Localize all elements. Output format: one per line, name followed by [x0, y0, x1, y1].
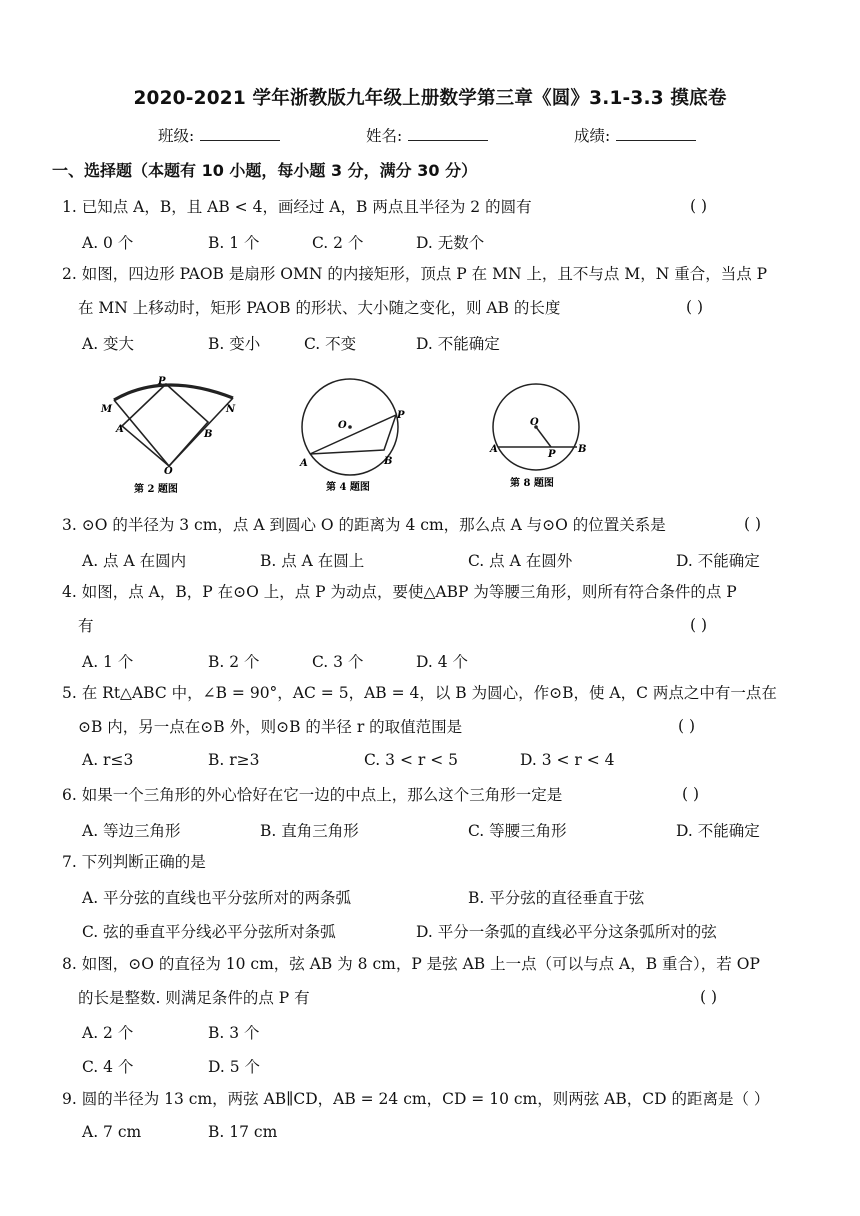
- label-o: O: [530, 417, 539, 428]
- score-blank[interactable]: [616, 126, 696, 141]
- class-blank[interactable]: [200, 126, 280, 141]
- q4-option-d: D. 4 个: [416, 653, 469, 671]
- q5-option-b: B. r≥3: [208, 751, 260, 769]
- figure-q4: [296, 378, 416, 496]
- q8-text-1: 8. 如图，⊙O 的直径为 10 cm，弦 AB 为 8 cm，P 是弦 AB 上一点（可以与点 A，B 重合），若 OP: [62, 955, 760, 973]
- q5-option-c: C. 3 < r < 5: [364, 751, 458, 769]
- q9-text: 9. 圆的半径为 13 cm，两弦 AB∥CD，AB = 24 cm，CD = 10 cm，则两弦 AB，CD 的距离是（ ）: [62, 1090, 770, 1108]
- segment-op: [536, 427, 551, 447]
- q7-option-d: D. 平分一条弧的直线必平分这条弧所对的弦: [416, 923, 717, 941]
- q3-option-a: A. 点 A 在圆内: [82, 552, 187, 570]
- q6-option-d: D. 不能确定: [676, 822, 760, 840]
- label-a: A: [490, 444, 498, 455]
- q8-text-2: 的长是整数. 则满足条件的点 P 有: [78, 989, 310, 1007]
- label-p: P: [548, 449, 556, 460]
- q1-text: 1. 已知点 A，B，且 AB < 4，画经过 A，B 两点且半径为 2 的圆有: [62, 198, 532, 216]
- q1-option-c: C. 2 个: [312, 234, 364, 252]
- q2-answer-paren[interactable]: ( ): [686, 298, 704, 316]
- label-o: O: [338, 420, 347, 431]
- q6-option-a: A. 等边三角形: [82, 822, 181, 840]
- q9-option-b: B. 17 cm: [208, 1123, 278, 1141]
- triangle-abp: [310, 415, 396, 454]
- center-dot: [348, 425, 352, 429]
- q6-text: 6. 如果一个三角形的外心恰好在它一边的中点上，那么这个三角形一定是: [62, 786, 563, 804]
- q5-answer-paren[interactable]: ( ): [678, 717, 696, 735]
- q8-option-b: B. 3 个: [208, 1024, 260, 1042]
- q2-option-a: A. 变大: [82, 335, 135, 353]
- sector-radii: [114, 398, 233, 466]
- q4-text-2: 有: [78, 617, 94, 635]
- q8-option-a: A. 2 个: [82, 1024, 134, 1042]
- q6-option-b: B. 直角三角形: [260, 822, 359, 840]
- caption-fig4: 第 4 题图: [326, 482, 370, 493]
- class-label: 班级:: [158, 127, 195, 145]
- label-n: N: [226, 404, 236, 415]
- q7-text: 7. 下列判断正确的是: [62, 853, 206, 871]
- q4-option-c: C. 3 个: [312, 653, 364, 671]
- label-a: A: [116, 424, 124, 435]
- q7-option-a: A. 平分弦的直线也平分弦所对的两条弧: [82, 889, 352, 907]
- q2-option-c: C. 不变: [304, 335, 357, 353]
- q3-text: 3. ⊙O 的半径为 3 cm，点 A 到圆心 O 的距离为 4 cm，那么点 A 与⊙O 的位置关系是: [62, 516, 666, 534]
- q4-option-a: A. 1 个: [82, 653, 134, 671]
- q7-option-c: C. 弦的垂直平分线必平分弦所对条弧: [82, 923, 336, 941]
- q4-answer-paren[interactable]: ( ): [690, 616, 708, 634]
- q2-option-b: B. 变小: [208, 335, 261, 353]
- page-title: 2020-2021 学年浙教版九年级上册数学第三章《圆》3.1-3.3 摸底卷: [133, 88, 727, 109]
- caption-fig8: 第 8 题图: [510, 478, 554, 489]
- label-a: A: [300, 458, 308, 469]
- q6-answer-paren[interactable]: ( ): [682, 785, 700, 803]
- q3-option-b: B. 点 A 在圆上: [260, 552, 365, 570]
- label-m: M: [101, 404, 113, 415]
- name-label: 姓名:: [366, 127, 403, 145]
- label-b: B: [204, 429, 213, 440]
- q2-text-2: 在 MN 上移动时，矩形 PAOB 的形状、大小随之变化，则 AB 的长度: [78, 299, 561, 317]
- q6-option-c: C. 等腰三角形: [468, 822, 567, 840]
- label-p: P: [397, 410, 405, 421]
- label-b: B: [384, 456, 393, 467]
- q8-option-d: D. 5 个: [208, 1058, 261, 1076]
- q3-option-c: C. 点 A 在圆外: [468, 552, 573, 570]
- label-o: O: [164, 466, 173, 477]
- sector-arc: [114, 385, 233, 400]
- q8-answer-paren[interactable]: ( ): [700, 988, 718, 1006]
- q4-option-b: B. 2 个: [208, 653, 260, 671]
- q3-answer-paren[interactable]: ( ): [744, 515, 762, 533]
- q5-option-d: D. 3 < r < 4: [520, 751, 615, 769]
- q4-text-1: 4. 如图，点 A，B，P 在⊙O 上，点 P 为动点，要使△ABP 为等腰三角形，则所有符合条件的点 P: [62, 583, 737, 601]
- q1-answer-paren[interactable]: ( ): [690, 197, 708, 215]
- section-heading: 一、选择题（本题有 10 小题，每小题 3 分，满分 30 分）: [52, 161, 478, 180]
- q5-option-a: A. r≤3: [82, 751, 134, 769]
- class-field: [158, 124, 280, 146]
- name-field: [366, 124, 488, 146]
- q3-option-d: D. 不能确定: [676, 552, 760, 570]
- q8-option-c: C. 4 个: [82, 1058, 134, 1076]
- q5-text-1: 5. 在 Rt△ABC 中，∠B = 90°，AC = 5，AB = 4，以 B 为圆心，作⊙B，使 A，C 两点之中有一点在: [62, 684, 777, 702]
- q7-option-b: B. 平分弦的直径垂直于弦: [468, 889, 645, 907]
- name-blank[interactable]: [408, 126, 488, 141]
- score-label: 成绩:: [574, 127, 611, 145]
- figure-q2: [96, 370, 246, 496]
- q5-text-2: ⊙B 内，另一点在⊙B 外，则⊙B 的半径 r 的取值范围是: [78, 718, 463, 736]
- q1-option-a: A. 0 个: [82, 234, 134, 252]
- label-b: B: [578, 444, 587, 455]
- caption-fig2: 第 2 题图: [134, 484, 178, 495]
- q2-option-d: D. 不能确定: [416, 335, 500, 353]
- q1-option-d: D. 无数个: [416, 234, 485, 252]
- figure-q8: [488, 380, 588, 494]
- label-p: P: [158, 376, 166, 387]
- q1-option-b: B. 1 个: [208, 234, 260, 252]
- score-field: [574, 124, 696, 146]
- q9-option-a: A. 7 cm: [82, 1123, 142, 1141]
- q2-text-1: 2. 如图，四边形 PAOB 是扇形 OMN 的内接矩形，顶点 P 在 MN 上，且不与点 M，N 重合，当点 P: [62, 265, 768, 283]
